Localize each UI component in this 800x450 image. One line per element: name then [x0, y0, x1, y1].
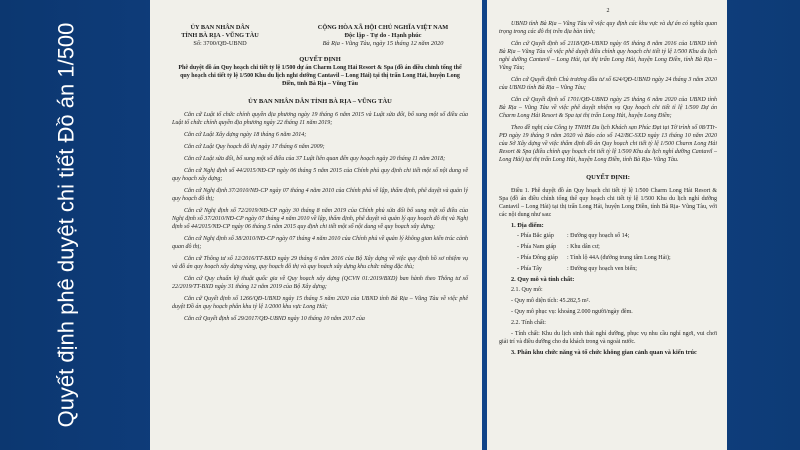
legal-basis-clause: Theo đề nghị của Công ty TNHH Du lịch Khách sạn Phúc Đạt tại Tờ trình số 08/TTr-PĐ ngày 19 tháng 9 năm 2020 và Báo cáo số 142/BC-SXD ngày 13 tháng 10 năm 2020 của Sở Xây dựng về việc thẩm định đồ án Quy hoạch chi tiết tỷ lệ 1/500 Charm Long Hải Resort & Spa (điều chỉnh quy hoạch chi tiết tỷ lệ 1/500 Khu du lịch nghỉ dưỡng Cantavil – Long Hải) tại thị trấn Long Hải, huyện Long Điền, tỉnh Bà Rịa- Vũng Tàu.: [499, 125, 717, 163]
legal-basis-clause: Căn cứ Nghị định 37/2010/NĐ-CP ngày 07 tháng 4 năm 2010 của Chính phủ về lập, thẩm định, phê duyệt và quản lý quy hoạch đô thị;: [172, 188, 468, 202]
boundary-label: - Phía Tây: [517, 266, 542, 272]
legal-basis-clause: Căn cứ Quyết định Chủ trương đầu tư số 624/QĐ-UBND ngày 24 tháng 3 năm 2020 của UBND tỉnh Bà Rịa – Vũng Tàu;: [499, 77, 717, 91]
issuer-block: [172, 24, 268, 48]
boundary-label: - Phía Đông giáp: [517, 255, 558, 261]
section-location: 1. Địa điểm:: [511, 222, 544, 229]
legal-basis-clause: Căn cứ Luật tổ chức chính quyền địa phương ngày 19 tháng 6 năm 2015 và Luật sửa đổi, bổ sung một số điều của Luật tổ chức chính quyền địa phương ngày 22 tháng 11 năm 2019;: [172, 112, 468, 126]
legal-basis-clause: Căn cứ Quy chuẩn kỹ thuật quốc gia về Quy hoạch xây dựng (QCVN 01:2019/BXD) ban hành theo Thông tư số 22/2019/TT-BXD ngày 31 tháng 12 năm 2019 của Bộ Xây dựng;: [172, 276, 468, 290]
nature-text: - Tính chất: Khu du lịch sinh thái nghỉ dưỡng, phục vụ nhu cầu nghỉ ngơi, vui chơi giải trí và điều dưỡng cho du khách trong và ngoài nước.: [499, 331, 717, 345]
national-motto-block: [298, 24, 468, 48]
boundary-value: : Khu dân cư;: [567, 244, 600, 250]
section-zoning: 3. Phân khu chức năng và tổ chức không gian cảnh quan và kiến trúc: [511, 349, 697, 356]
issuing-organization: ỦY BAN NHÂN DÂN TỈNH BÀ RỊA – VŨNG TÀU: [248, 98, 392, 105]
area-value: - Quy mô diện tích: 45.282,5 m².: [511, 298, 590, 304]
document-subject: Phê duyệt đồ án Quy hoạch chi tiết tỷ lệ 1/500 dự án Charm Long Hải Resort & Spa (đồ án điều chỉnh tổng thể quy hoạch chi tiết tỷ lệ 1/500 Khu du lịch nghỉ dưỡng Cantavil – Long Hải) tại thị trấn Long Hải, huyện Long Điền, tỉnh Bà Rịa – Vũng Tàu: [178, 65, 462, 87]
subsection-nature: 2.2. Tính chất:: [511, 320, 546, 326]
legal-basis-clause: Căn cứ Thông tư số 12/2016/TT-BXD ngày 29 tháng 6 năm 2016 của Bộ Xây dựng về việc quy định hồ sơ nhiệm vụ và đồ án quy hoạch xây dựng vùng, quy hoạch đô thị và quy hoạch xây dựng khu chức năng đặc thù;: [172, 256, 468, 270]
national-name: CỘNG HÒA XÃ HỘI CHỦ NGHĨA VIỆT NAM: [317, 24, 449, 31]
boundary-value: : Đường quy hoạch số 14;: [567, 233, 630, 239]
issuer-name: ỦY BAN NHÂN DÂN: [190, 24, 250, 31]
boundary-row: [517, 232, 717, 240]
legal-basis-clause: UBND tỉnh Bà Rịa – Vũng Tàu về việc quy định các khu vực và dự án có nghĩa quan trọng trong các đô thị trên địa bàn tỉnh;: [499, 21, 717, 35]
legal-basis-clause: Căn cứ Nghị định số 38/2010/NĐ-CP ngày 07 tháng 4 năm 2010 của Chính phủ về quản lý không gian kiến trúc cảnh quan đô thị;: [172, 236, 468, 250]
boundary-value: : Tỉnh lộ 44A (đường trung tâm Long Hải);: [567, 255, 671, 261]
page-number: 2: [606, 8, 610, 14]
boundary-row: [517, 254, 717, 262]
boundary-label: - Phía Bắc giáp: [517, 233, 554, 239]
subsection-scale: 2.1. Quy mô:: [511, 287, 543, 293]
document-page-2: [487, 0, 727, 450]
document-title: QUYẾT ĐỊNH: [299, 56, 341, 63]
legal-basis-clause: Căn cứ Nghị định số 44/2015/NĐ-CP ngày 06 tháng 5 năm 2015 của Chính phủ quy định chi tiết một số nội dung về quy hoạch xây dựng;: [172, 168, 468, 182]
document-number: Số: 3700/QĐ-UBND: [193, 40, 247, 47]
legal-basis-clause: Căn cứ Quyết định số 2118/QĐ-UBND ngày 05 tháng 8 năm 2016 của UBND tỉnh Bà Rịa – Vũng Tàu về việc phê duyệt điều chỉnh quy hoạch chi tiết tỷ lệ 1/500 Khu du lịch nghỉ dưỡng Cantavil – Long Hải, tại thị trấn Long Hải, huyện Long Điền, tỉnh Bà Rịa – Vũng Tàu;: [499, 41, 717, 71]
legal-basis-clause: Căn cứ Nghị định số 72/2019/NĐ-CP ngày 30 tháng 8 năm 2019 của Chính phủ sửa đổi bổ sung một số điều của Nghị định số 37/2010/NĐ-CP ngày 07 tháng 4 năm 2010 về lập, thẩm định, phê duyệt và quản lý quy hoạch đô thị và Nghị định số 44/2015/NĐ-CP ngày 06 tháng 5 năm 2015 quy định chi tiết một số nội dung về quy hoạch xây dựng;: [172, 208, 468, 230]
boundary-row: [517, 243, 717, 251]
legal-basis-clause: Căn cứ Quyết định số 1266/QĐ-UBND ngày 15 tháng 5 năm 2020 của UBND tỉnh Bà Rịa – Vũng Tàu về việc phê duyệt Đồ án quy hoạch phân khu tỷ lệ 1/2000 khu vực Long Hải;: [172, 296, 468, 310]
national-motto: Độc lập - Tự do - Hạnh phúc: [344, 32, 422, 39]
legal-basis-clause: Căn cứ Luật Quy hoạch đô thị ngày 17 tháng 6 năm 2009;: [184, 144, 325, 150]
document-page-1: [150, 0, 482, 450]
legal-basis-clause: Căn cứ Luật Xây dựng ngày 18 tháng 6 năm 2014;: [184, 132, 307, 138]
document-date: Bà Rịa - Vũng Tàu, ngày 15 tháng 12 năm 2020: [322, 40, 444, 47]
article-1: Điều 1. Phê duyệt đồ án Quy hoạch chi tiết tỷ lệ 1/500 Charm Long Hải Resort & Spa (đồ án điều chỉnh tổng thể quy hoạch chi tiết tỷ lệ 1/500 Khu du lịch nghỉ dưỡng Cantavil – Long Hải) tại thị trấn Long Hải, huyện Long Điền, tỉnh Bà Rịa- Vũng Tàu, với các nội dung như sau:: [499, 188, 717, 218]
side-title-text: Quyết định phê duyệt chi tiết Đồ án 1/500: [53, 22, 78, 428]
document-header: [172, 24, 468, 48]
issuer-province: TỈNH BÀ RỊA - VŨNG TÀU: [181, 32, 259, 39]
section-scale: 2. Quy mô và tính chất:: [511, 276, 575, 283]
population-value: - Quy mô phục vụ: khoảng 2.000 người/ngày đêm.: [511, 309, 633, 315]
legal-basis-clause: Căn cứ Luật sửa đổi, bổ sung một số điều của 37 Luật liên quan đến quy hoạch ngày 20 tháng 11 năm 2018;: [184, 156, 446, 162]
boundary-label: - Phía Nam giáp: [517, 244, 557, 250]
boundary-value: : Đường quy hoạch ven biển;: [567, 266, 637, 272]
legal-basis-clause: Căn cứ Quyết định số 29/2017/QĐ-UBND ngày 10 tháng 10 năm 2017 của: [184, 316, 365, 322]
decision-title: QUYẾT ĐỊNH:: [586, 174, 630, 181]
side-title: [6, 20, 126, 430]
boundary-row: [517, 265, 717, 273]
legal-basis-clause: Căn cứ Quyết định số 1701/QĐ-UBND ngày 25 tháng 6 năm 2020 của UBND tỉnh Bà Rịa – Vũng Tàu về việc phê duyệt nhiệm vụ Quy hoạch chi tiết tỉ lệ 1/500 Dự án Charm Long Hải Resort & Spa tại thị trấn Long Hải, huyện Long Điền;: [499, 97, 717, 119]
